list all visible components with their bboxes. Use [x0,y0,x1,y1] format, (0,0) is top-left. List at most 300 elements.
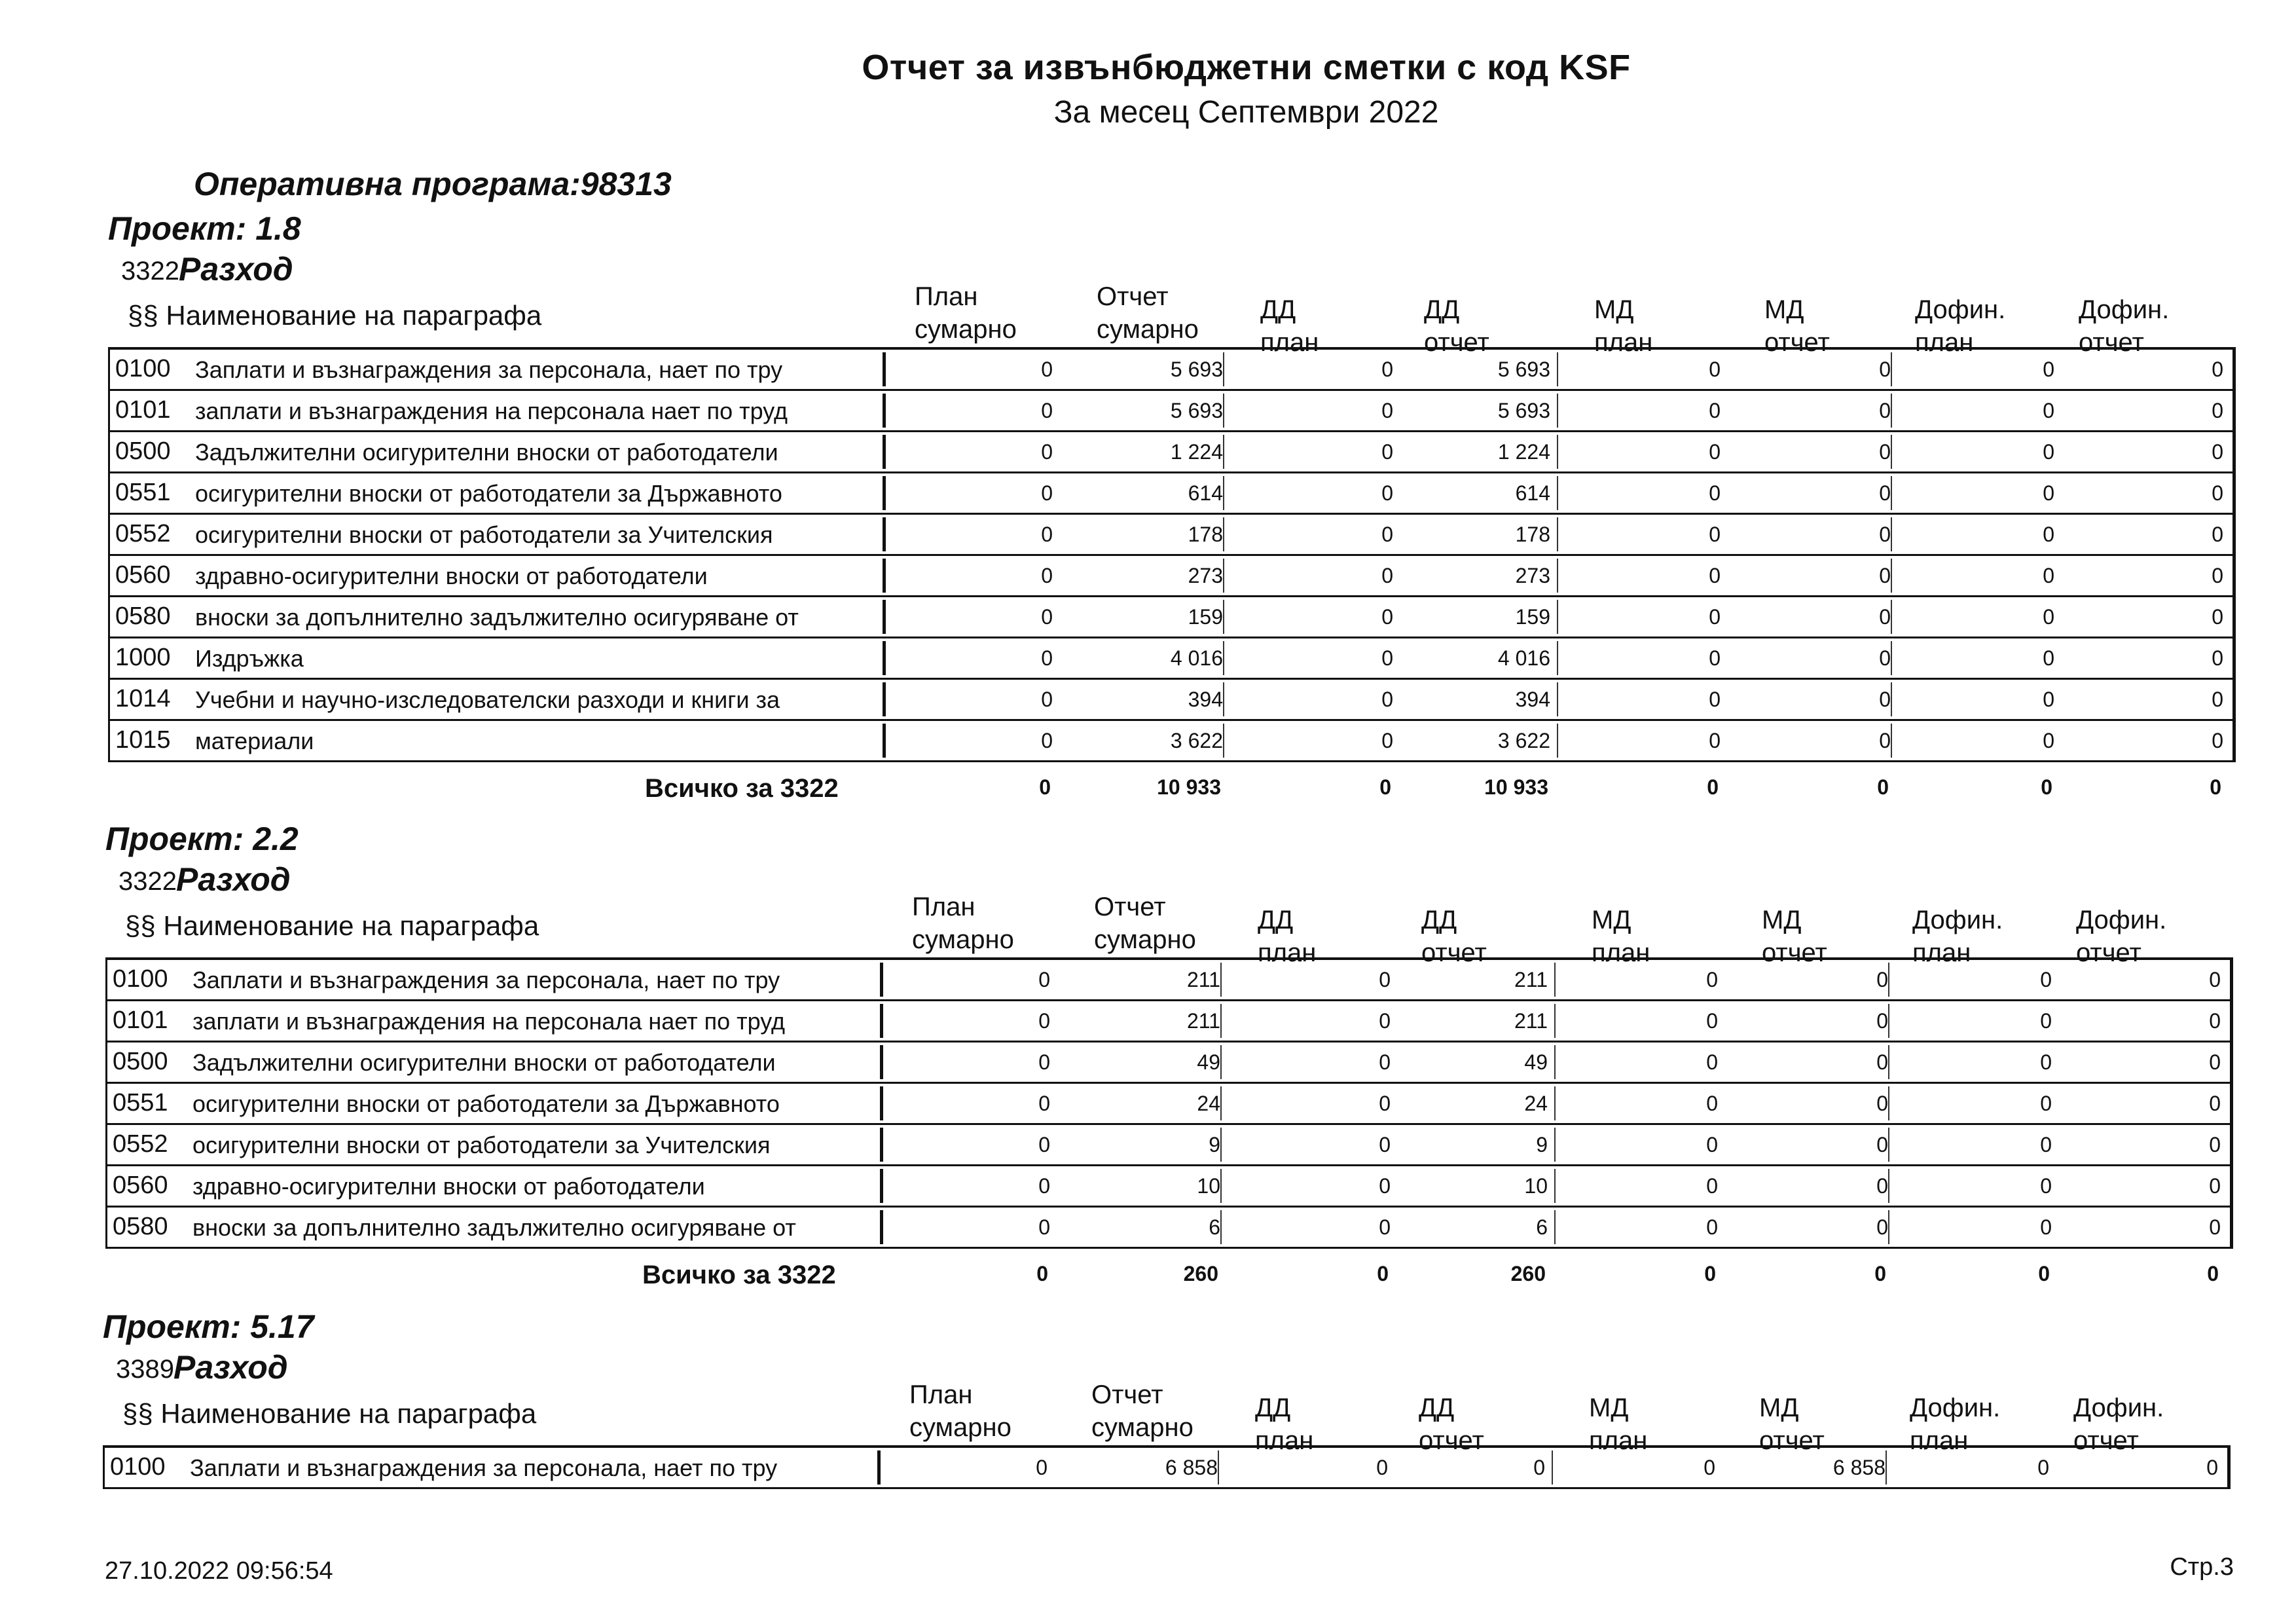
print-datetime: 27.10.2022 09:56:54 [105,1557,333,1585]
table-row [105,1084,2233,1125]
paragraph-code: 1000 [115,644,171,671]
cell-separator [1223,352,1224,386]
column-header-line2: отчет [1762,938,1827,967]
value-cell: 0 [1879,564,1891,587]
value-cell: 1 224 [1497,440,1550,464]
total-row [108,762,2236,804]
column-header [915,280,1017,346]
data-table [103,1445,2231,1489]
value-cell: 0 [1381,399,1393,422]
value-cell: 0 [1879,523,1891,546]
account-kind: Разход [176,861,291,898]
column-header [1097,280,1199,346]
paragraph-name: Издръжка [195,645,304,672]
account-code: 3322 [118,867,177,896]
total-label: Всичко за 3322 [645,774,839,803]
cell-separator [1223,435,1224,469]
value-cell: 0 [1709,564,1721,587]
value-cell: 0 [1041,399,1053,422]
table-row [105,1043,2233,1084]
cell-separator [1888,963,1889,997]
value-cell: 0 [1041,688,1053,711]
value-cell: 178 [1188,523,1223,546]
value-cell: 0 [2209,1174,2221,1198]
value-cell: 9 [1536,1133,1548,1156]
value-cell: 0 [1709,646,1721,670]
table-row [105,1208,2233,1249]
row-separator [880,1128,883,1162]
column-header-line1: МД [1762,906,1802,934]
value-cell: 0 [2040,1009,2052,1033]
value-cell: 0 [1038,1009,1050,1033]
value-cell: 6 [1536,1215,1548,1239]
column-header [1424,293,1489,359]
page-number: Стр.3 [2170,1553,2234,1581]
column-header [1260,293,1319,359]
cell-separator [1223,600,1224,634]
cell-separator [1891,394,1892,428]
table-row [108,473,2236,515]
cell-separator [1554,1004,1556,1038]
column-header-line1: МД [1759,1393,1799,1422]
value-cell: 3 622 [1170,729,1223,752]
table-row [103,1448,2231,1489]
value-cell: 0 [2209,1050,2221,1074]
cell-separator [1891,600,1892,634]
value-cell: 0 [1706,1133,1718,1156]
table-row [108,350,2236,391]
value-cell: 0 [1036,1456,1048,1479]
column-header-line2: план [1592,938,1650,967]
column-header-line2: сумарно [1091,1413,1194,1442]
value-cell: 0 [1709,605,1721,629]
value-cell: 0 [1379,1133,1391,1156]
column-header-line1: ДД [1419,1393,1455,1422]
value-cell: 0 [1381,688,1393,711]
column-header [1258,904,1316,969]
value-cell: 0 [2212,358,2223,381]
cell-separator [1891,724,1892,758]
total-value: 0 [1039,775,1051,799]
value-cell: 0 [1706,1174,1718,1198]
cell-separator [1223,724,1224,758]
value-cell: 0 [2209,1215,2221,1239]
value-cell: 5 693 [1170,358,1223,381]
column-header-line2: план [1912,938,1971,967]
cell-separator [1888,1128,1889,1162]
cell-separator [1220,1004,1222,1038]
total-value: 0 [1377,1262,1389,1285]
column-header-line1: Дофин. [2073,1393,2164,1422]
value-cell: 0 [1381,523,1393,546]
cell-separator [1888,1210,1889,1244]
value-cell: 0 [2212,523,2223,546]
value-cell: 0 [1041,481,1053,505]
value-cell: 0 [2209,1092,2221,1115]
total-value: 260 [1183,1262,1218,1285]
column-header-line1: Дофин. [2079,295,2170,324]
cell-separator [1891,352,1892,386]
report-title: Отчет за извънбюджетни сметки с код KSF [862,48,1631,87]
value-cell: 0 [2212,646,2223,670]
table-row [105,1125,2233,1166]
cell-separator [1888,1045,1889,1079]
value-cell: 0 [2040,968,2052,991]
value-cell: 0 [1876,1009,1888,1033]
value-cell: 0 [2043,688,2054,711]
cell-separator [1891,476,1892,510]
value-cell: 0 [2043,440,2054,464]
project-title: Проект: 5.17 [103,1308,314,1345]
paragraph-name: заплати и възнаграждения на персонала нает по труд [192,1008,786,1035]
cell-separator [1891,682,1892,716]
row-separator [883,517,886,551]
paragraph-name: осигурителни вноски от работодатели за Учителския [192,1132,771,1158]
value-cell: 0 [1709,440,1721,464]
column-header [1910,1392,2000,1457]
value-cell: 0 [2040,1050,2052,1074]
value-cell: 273 [1515,564,1550,587]
total-value: 0 [1704,1262,1716,1285]
value-cell: 0 [1879,688,1891,711]
value-cell: 0 [1876,1133,1888,1156]
cell-separator [1218,1450,1219,1485]
paragraph-header: §§ Наименование на параграфа [125,910,539,941]
total-value: 260 [1510,1262,1546,1285]
value-cell: 394 [1188,688,1223,711]
column-header [1594,293,1652,359]
value-cell: 0 [1381,358,1393,381]
column-header-line2: отчет [2076,938,2141,967]
column-header-line2: сумарно [909,1413,1011,1442]
value-cell: 0 [2043,399,2054,422]
value-cell: 0 [2043,646,2054,670]
column-header-line2: отчет [1419,1426,1484,1455]
value-cell: 0 [1709,358,1721,381]
column-header-line1: ДД [1421,906,1457,934]
value-cell: 614 [1188,481,1223,505]
column-header-line1: План [912,893,975,921]
value-cell: 273 [1188,564,1223,587]
column-header [1419,1392,1484,1457]
account-kind: Разход [173,1349,288,1386]
project-section [108,208,2236,804]
column-header [1589,1392,1647,1457]
column-header-line1: Дофин. [2076,906,2167,934]
paragraph-name: осигурителни вноски от работодатели за Държавното [192,1090,780,1117]
value-cell: 0 [1381,729,1393,752]
cell-separator [1557,559,1558,593]
value-cell: 0 [2206,1456,2218,1479]
value-cell: 0 [2043,481,2054,505]
value-cell: 0 [2212,564,2223,587]
project-title: Проект: 1.8 [108,210,301,247]
paragraph-header: §§ Наименование на параграфа [128,300,542,331]
cell-separator [1554,1128,1556,1162]
value-cell: 0 [1041,729,1053,752]
value-cell: 0 [1379,1009,1391,1033]
column-header [2076,904,2166,969]
total-value: 0 [2041,775,2052,799]
project-section [105,819,2233,1291]
total-label: Всичко за 3322 [642,1261,836,1289]
value-cell: 0 [1381,605,1393,629]
table-row [105,1001,2233,1043]
value-cell: 394 [1515,688,1550,711]
paragraph-name: заплати и възнаграждения на персонала нает по труд [195,397,788,424]
row-separator [880,1210,883,1244]
total-value: 10 933 [1484,775,1548,799]
value-cell: 0 [1381,564,1393,587]
cell-separator [1223,517,1224,551]
paragraph-code: 0100 [113,965,168,993]
column-header-line1: ДД [1258,906,1294,934]
column-header-line1: План [909,1380,973,1409]
row-separator [880,1086,883,1120]
value-cell: 6 858 [1165,1456,1218,1479]
value-cell: 0 [2040,1092,2052,1115]
table-row [108,597,2236,638]
value-cell: 0 [1041,646,1053,670]
cell-separator [1557,352,1558,386]
paragraph-header: §§ Наименование на параграфа [122,1398,537,1429]
value-cell: 5 693 [1497,358,1550,381]
value-cell: 0 [1879,646,1891,670]
total-value: 0 [1379,775,1391,799]
value-cell: 10 [1524,1174,1548,1198]
table-row [105,960,2233,1001]
column-header [1762,904,1827,969]
value-cell: 159 [1188,605,1223,629]
paragraph-name: здравно-осигурителни вноски от работодатели [192,1173,705,1200]
value-cell: 0 [1038,1133,1050,1156]
value-cell: 0 [1041,523,1053,546]
value-cell: 0 [2212,729,2223,752]
total-value: 0 [2038,1262,2050,1285]
value-cell: 0 [2043,523,2054,546]
value-cell: 0 [1379,1215,1391,1239]
table-header [108,251,2236,357]
value-cell: 0 [1879,358,1891,381]
column-header [1915,293,2005,359]
value-cell: 24 [1197,1092,1220,1115]
value-cell: 0 [1706,1050,1718,1074]
column-header [1255,1392,1313,1457]
value-cell: 5 693 [1497,399,1550,422]
total-row [105,1249,2233,1291]
value-cell: 0 [1533,1456,1545,1479]
value-cell: 3 622 [1497,729,1550,752]
cell-separator [1557,641,1558,675]
value-cell: 0 [1041,564,1053,587]
table-row [108,515,2236,556]
paragraph-code: 0580 [113,1213,168,1240]
row-separator [883,559,886,593]
value-cell: 211 [1186,968,1220,991]
paragraph-code: 0101 [115,396,171,424]
row-separator [880,1169,883,1203]
row-separator [883,352,886,386]
data-table [105,957,2233,1249]
report-subtitle: За месец Септември 2022 [1053,95,1439,130]
column-header-line1: Отчет [1091,1380,1163,1409]
total-value: 0 [1036,1262,1048,1285]
cell-separator [1891,435,1892,469]
paragraph-name: Заплати и възнаграждения за персонала, нает по тру [195,356,783,383]
cell-separator [1554,963,1556,997]
paragraph-code: 0560 [115,561,171,589]
table-row [108,391,2236,432]
column-header-line2: план [1594,328,1653,357]
value-cell: 211 [1186,1009,1220,1033]
value-cell: 614 [1515,481,1550,505]
value-cell: 4 016 [1170,646,1223,670]
paragraph-name: Заплати и възнаграждения за персонала, нает по тру [190,1454,778,1481]
value-cell: 5 693 [1170,399,1223,422]
table-row [108,432,2236,473]
column-header-line1: ДД [1260,295,1296,324]
paragraph-name: осигурителни вноски от работодатели за Учителския [195,521,773,548]
paragraph-code: 0551 [115,479,171,506]
value-cell: 178 [1515,523,1550,546]
cell-separator [1554,1169,1556,1203]
value-cell: 0 [1038,1215,1050,1239]
value-cell: 0 [1709,399,1721,422]
value-cell: 0 [2043,605,2054,629]
column-header-line1: МД [1589,1393,1629,1422]
paragraph-code: 0500 [113,1048,168,1075]
cell-separator [1557,476,1558,510]
value-cell: 49 [1197,1050,1220,1074]
value-cell: 0 [1379,1050,1391,1074]
column-header-line1: ДД [1255,1393,1291,1422]
value-cell: 0 [1381,440,1393,464]
paragraph-code: 1014 [115,685,171,712]
column-header-line2: сумарно [915,315,1017,344]
column-header [1764,293,1830,359]
paragraph-code: 0100 [115,355,171,382]
value-cell: 9 [1209,1133,1220,1156]
value-cell: 4 016 [1497,646,1550,670]
value-cell: 0 [1879,440,1891,464]
value-cell: 0 [1879,481,1891,505]
column-header-line2: отчет [2073,1426,2139,1455]
table-row [108,638,2236,680]
table-row [108,556,2236,597]
value-cell: 0 [1379,1174,1391,1198]
value-cell: 0 [1706,1009,1718,1033]
cell-separator [1223,476,1224,510]
value-cell: 0 [2037,1456,2049,1479]
value-cell: 159 [1515,605,1550,629]
value-cell: 0 [2040,1133,2052,1156]
value-cell: 0 [1876,1092,1888,1115]
cell-separator [1223,641,1224,675]
value-cell: 0 [2043,564,2054,587]
table-row [108,721,2236,762]
column-header-line2: сумарно [1094,925,1196,954]
row-separator [883,724,886,758]
value-cell: 0 [1876,1215,1888,1239]
value-cell: 0 [1381,481,1393,505]
paragraph-code: 1015 [115,726,171,754]
column-header [1592,904,1650,969]
paragraph-name: Задължителни осигурителни вноски от работодатели [195,439,778,466]
cell-separator [1223,394,1224,428]
value-cell: 0 [1381,646,1393,670]
cell-separator [1223,682,1224,716]
cell-separator [1220,1086,1222,1120]
value-cell: 0 [2043,358,2054,381]
value-cell: 0 [1379,968,1391,991]
value-cell: 0 [1706,1092,1718,1115]
value-cell: 0 [2040,1174,2052,1198]
cell-separator [1888,1004,1889,1038]
value-cell: 0 [1041,605,1053,629]
row-separator [877,1450,881,1485]
value-cell: 0 [2212,605,2223,629]
value-cell: 0 [1876,1174,1888,1198]
cell-separator [1557,435,1558,469]
paragraph-code: 0101 [113,1006,168,1034]
column-header-line1: МД [1592,906,1631,934]
value-cell: 0 [1038,1092,1050,1115]
cell-separator [1891,517,1892,551]
value-cell: 0 [1709,688,1721,711]
value-cell: 0 [2209,1009,2221,1033]
column-header-line2: план [1260,328,1319,357]
total-value: 0 [2207,1262,2219,1285]
data-table [108,347,2236,762]
cell-separator [1223,559,1224,593]
value-cell: 0 [1709,481,1721,505]
paragraph-name: Учебни и научно-изследователски разходи и книги за [195,686,780,713]
row-separator [883,394,886,428]
value-cell: 10 [1197,1174,1220,1198]
value-cell: 0 [1376,1456,1388,1479]
column-header-line2: отчет [1421,938,1487,967]
cell-separator [1557,682,1558,716]
value-cell: 0 [2212,688,2223,711]
total-value: 0 [2210,775,2221,799]
paragraph-code: 0551 [113,1089,168,1116]
value-cell: 0 [2043,729,2054,752]
column-header-line1: Отчет [1094,893,1166,921]
column-header [1912,904,2003,969]
row-separator [880,1045,883,1079]
cell-separator [1220,1210,1222,1244]
cell-separator [1557,600,1558,634]
column-header-line2: отчет [2079,328,2144,357]
column-header-line1: ДД [1424,295,1460,324]
value-cell: 0 [2212,481,2223,505]
paragraph-code: 0580 [115,602,171,630]
value-cell: 0 [1379,1092,1391,1115]
table-row [105,1166,2233,1208]
column-header-line2: сумарно [912,925,1014,954]
project-title: Проект: 2.2 [105,821,299,857]
row-separator [883,682,886,716]
value-cell: 49 [1524,1050,1548,1074]
column-header-line1: План [915,282,978,311]
column-header-line1: Дофин. [1915,295,2006,324]
paragraph-name: здравно-осигурителни вноски от работодатели [195,563,708,589]
value-cell: 0 [1704,1456,1715,1479]
column-header [2079,293,2169,359]
cell-separator [1554,1086,1556,1120]
paragraph-name: вноски за допълнително задължително осигуряване от [195,604,799,631]
column-header [2073,1392,2164,1457]
